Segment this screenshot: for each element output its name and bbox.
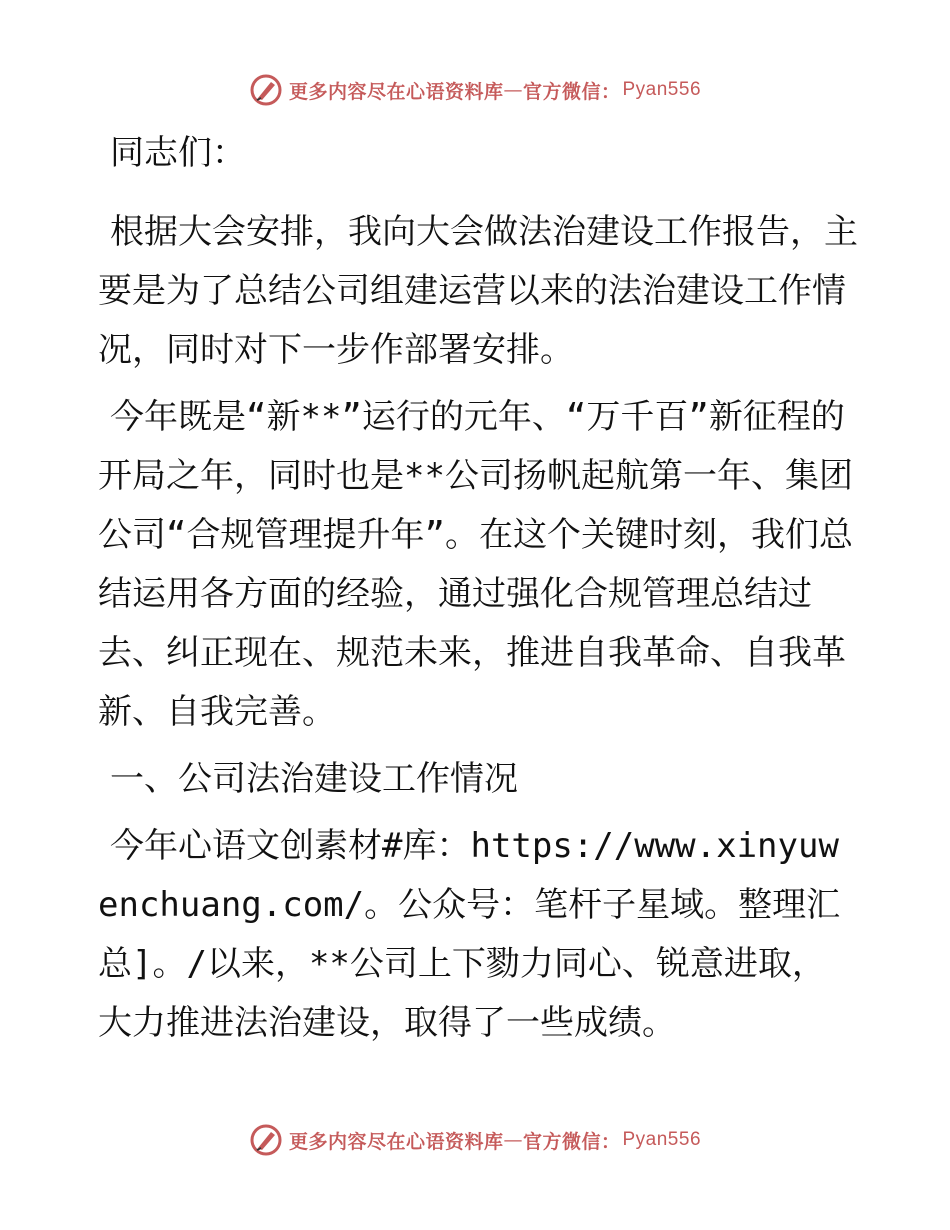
footer-watermark [0, 1120, 950, 1160]
watermark-separator: — [503, 1129, 523, 1151]
section-heading: 一、公司法治建设工作情况 [110, 759, 518, 799]
watermark-separator: — [503, 79, 523, 101]
watermark-site-text: 更多内容尽在心语资料库 [288, 80, 504, 103]
watermark-wechat-label: 官方微信： [522, 1130, 621, 1153]
watermark-site-text: 更多内容尽在心语资料库 [288, 1130, 504, 1153]
document-body [98, 124, 858, 1061]
section-paragraph: 今年心语文创素材#库：https://www.xinyuwenchuang.com/。公众号：笔杆子星域。整理汇总]。/以来，**公司上下勠力同心、锐意进取，大力推进法治建设，取得了一些成绩。 [98, 826, 841, 1043]
watermark-wechat-label: 官方微信： [522, 80, 621, 103]
paragraph-2: 今年既是“新**”运行的元年、“万千百”新征程的开局之年，同时也是**公司扬帆起航第一年、集团公司“合规管理提升年”。在这个关键时刻，我们总结运用各方面的经验，通过强化合规管理总结过去、纠正现在、规范未来，推进自我革命、自我革新、自我完善。 [98, 397, 853, 732]
paragraph-1: 根据大会安排，我向大会做法治建设工作报告，主要是为了总结公司组建运营以来的法治建设工作情况，同时对下一步作部署安排。 [98, 212, 858, 370]
quill-logo-icon [249, 1123, 283, 1157]
greeting: 同志们： [110, 133, 246, 173]
watermark-wechat-id: Pyan556 [622, 79, 702, 100]
watermark-wechat-id: Pyan556 [622, 1129, 702, 1150]
quill-logo-icon [249, 73, 283, 107]
header-watermark [0, 70, 950, 110]
